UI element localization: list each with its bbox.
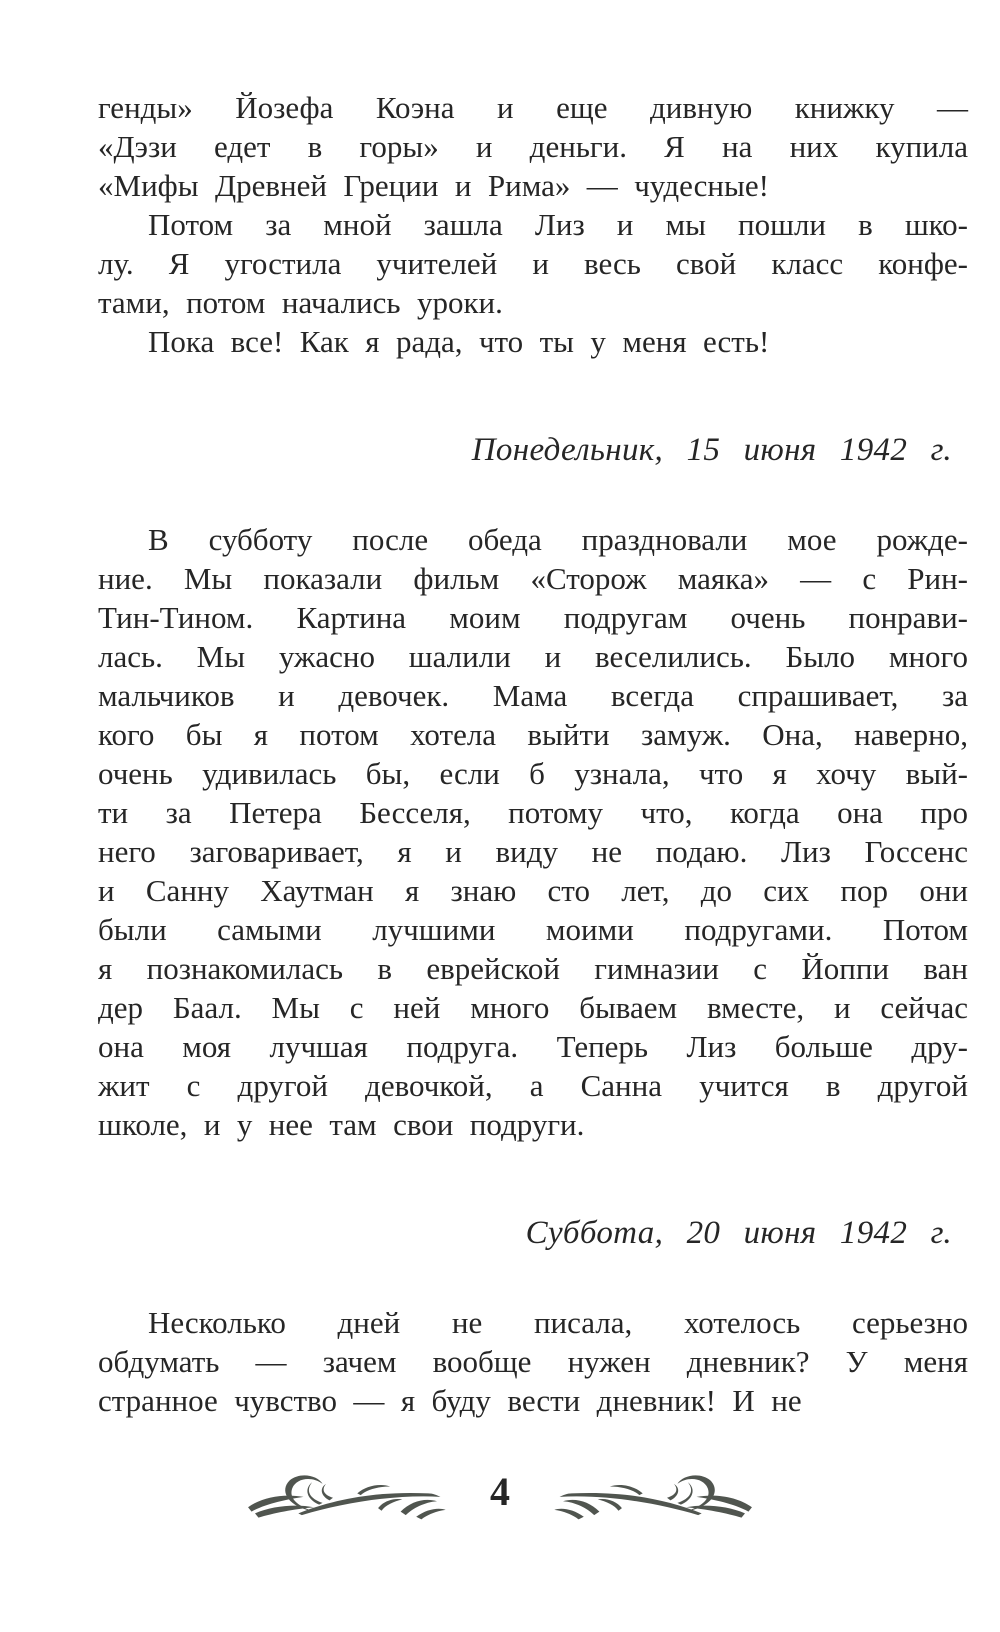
text-line: Потом за мной зашла Лиз и мы пошли в шко- bbox=[148, 207, 968, 242]
text-line: ние. Мы показали фильм «Сторож маяка» — с Рин- bbox=[98, 561, 968, 596]
paragraph bbox=[98, 88, 968, 205]
flourish-ornament-right-icon bbox=[548, 1470, 760, 1522]
text-line: Тин-Тином. Картина моим подругам очень понрави- bbox=[98, 600, 968, 635]
paragraph bbox=[98, 1303, 968, 1420]
text-line: я познакомилась в еврейской гимназии с Йоппи ван bbox=[98, 951, 968, 986]
text-line: «Дэзи едет в горы» и деньги. Я на них купила bbox=[98, 129, 968, 164]
text-line: лась. Мы ужасно шалили и веселились. Было много bbox=[98, 639, 968, 674]
text-line: генды» Йозефа Коэна и еще дивную книжку — bbox=[98, 90, 968, 125]
text-line: тами, потом начались уроки. bbox=[98, 285, 503, 320]
text-line: «Мифы Древней Греции и Рима» — чудесные! bbox=[98, 168, 769, 203]
text-line: обдумать — зачем вообще нужен дневник? У меня bbox=[98, 1344, 968, 1379]
text-line: кого бы я потом хотела выйти замуж. Она, наверно, bbox=[98, 717, 968, 752]
page-text bbox=[98, 88, 968, 1420]
text-line: В субботу после обеда праздновали мое рожде- bbox=[148, 522, 968, 557]
text-line: Пока все! Как я рада, что ты у меня есть! bbox=[148, 324, 770, 359]
paragraph bbox=[98, 322, 968, 361]
date-heading: Понедельник, 15 июня 1942 г. bbox=[471, 432, 952, 468]
text-line: странное чувство — я буду вести дневник! И не bbox=[98, 1383, 802, 1418]
text-line: она моя лучшая подруга. Теперь Лиз больше дру- bbox=[98, 1029, 968, 1064]
flourish-ornament-left-icon bbox=[240, 1470, 452, 1522]
text-line: школе, и у нее там свои подруги. bbox=[98, 1107, 585, 1142]
paragraph bbox=[98, 205, 968, 322]
text-line: были самыми лучшими моими подругами. Потом bbox=[98, 912, 968, 947]
text-line: ти за Петера Бесселя, потому что, когда она про bbox=[98, 795, 968, 830]
text-line: Несколько дней не писала, хотелось серьезно bbox=[148, 1305, 968, 1340]
page-footer bbox=[0, 1470, 1000, 1522]
text-line: лу. Я угостила учителей и весь свой класс конфе- bbox=[98, 246, 968, 281]
text-line: жит с другой девочкой, а Санна учится в другой bbox=[98, 1068, 968, 1103]
text-line: мальчиков и девочек. Мама всегда спрашивает, за bbox=[98, 678, 968, 713]
text-line: дер Баал. Мы с ней много бываем вместе, и сейчас bbox=[98, 990, 968, 1025]
text-line: и Санну Хаутман я знаю сто лет, до сих пор они bbox=[98, 873, 968, 908]
page-number: 4 bbox=[490, 1469, 510, 1514]
text-line: него заговаривает, я и виду не подаю. Лиз Госсенс bbox=[98, 834, 968, 869]
paragraph bbox=[98, 520, 968, 1144]
date-heading: Суббота, 20 июня 1942 г. bbox=[525, 1215, 952, 1251]
text-line: очень удивилась бы, если б узнала, что я хочу вый- bbox=[98, 756, 968, 791]
